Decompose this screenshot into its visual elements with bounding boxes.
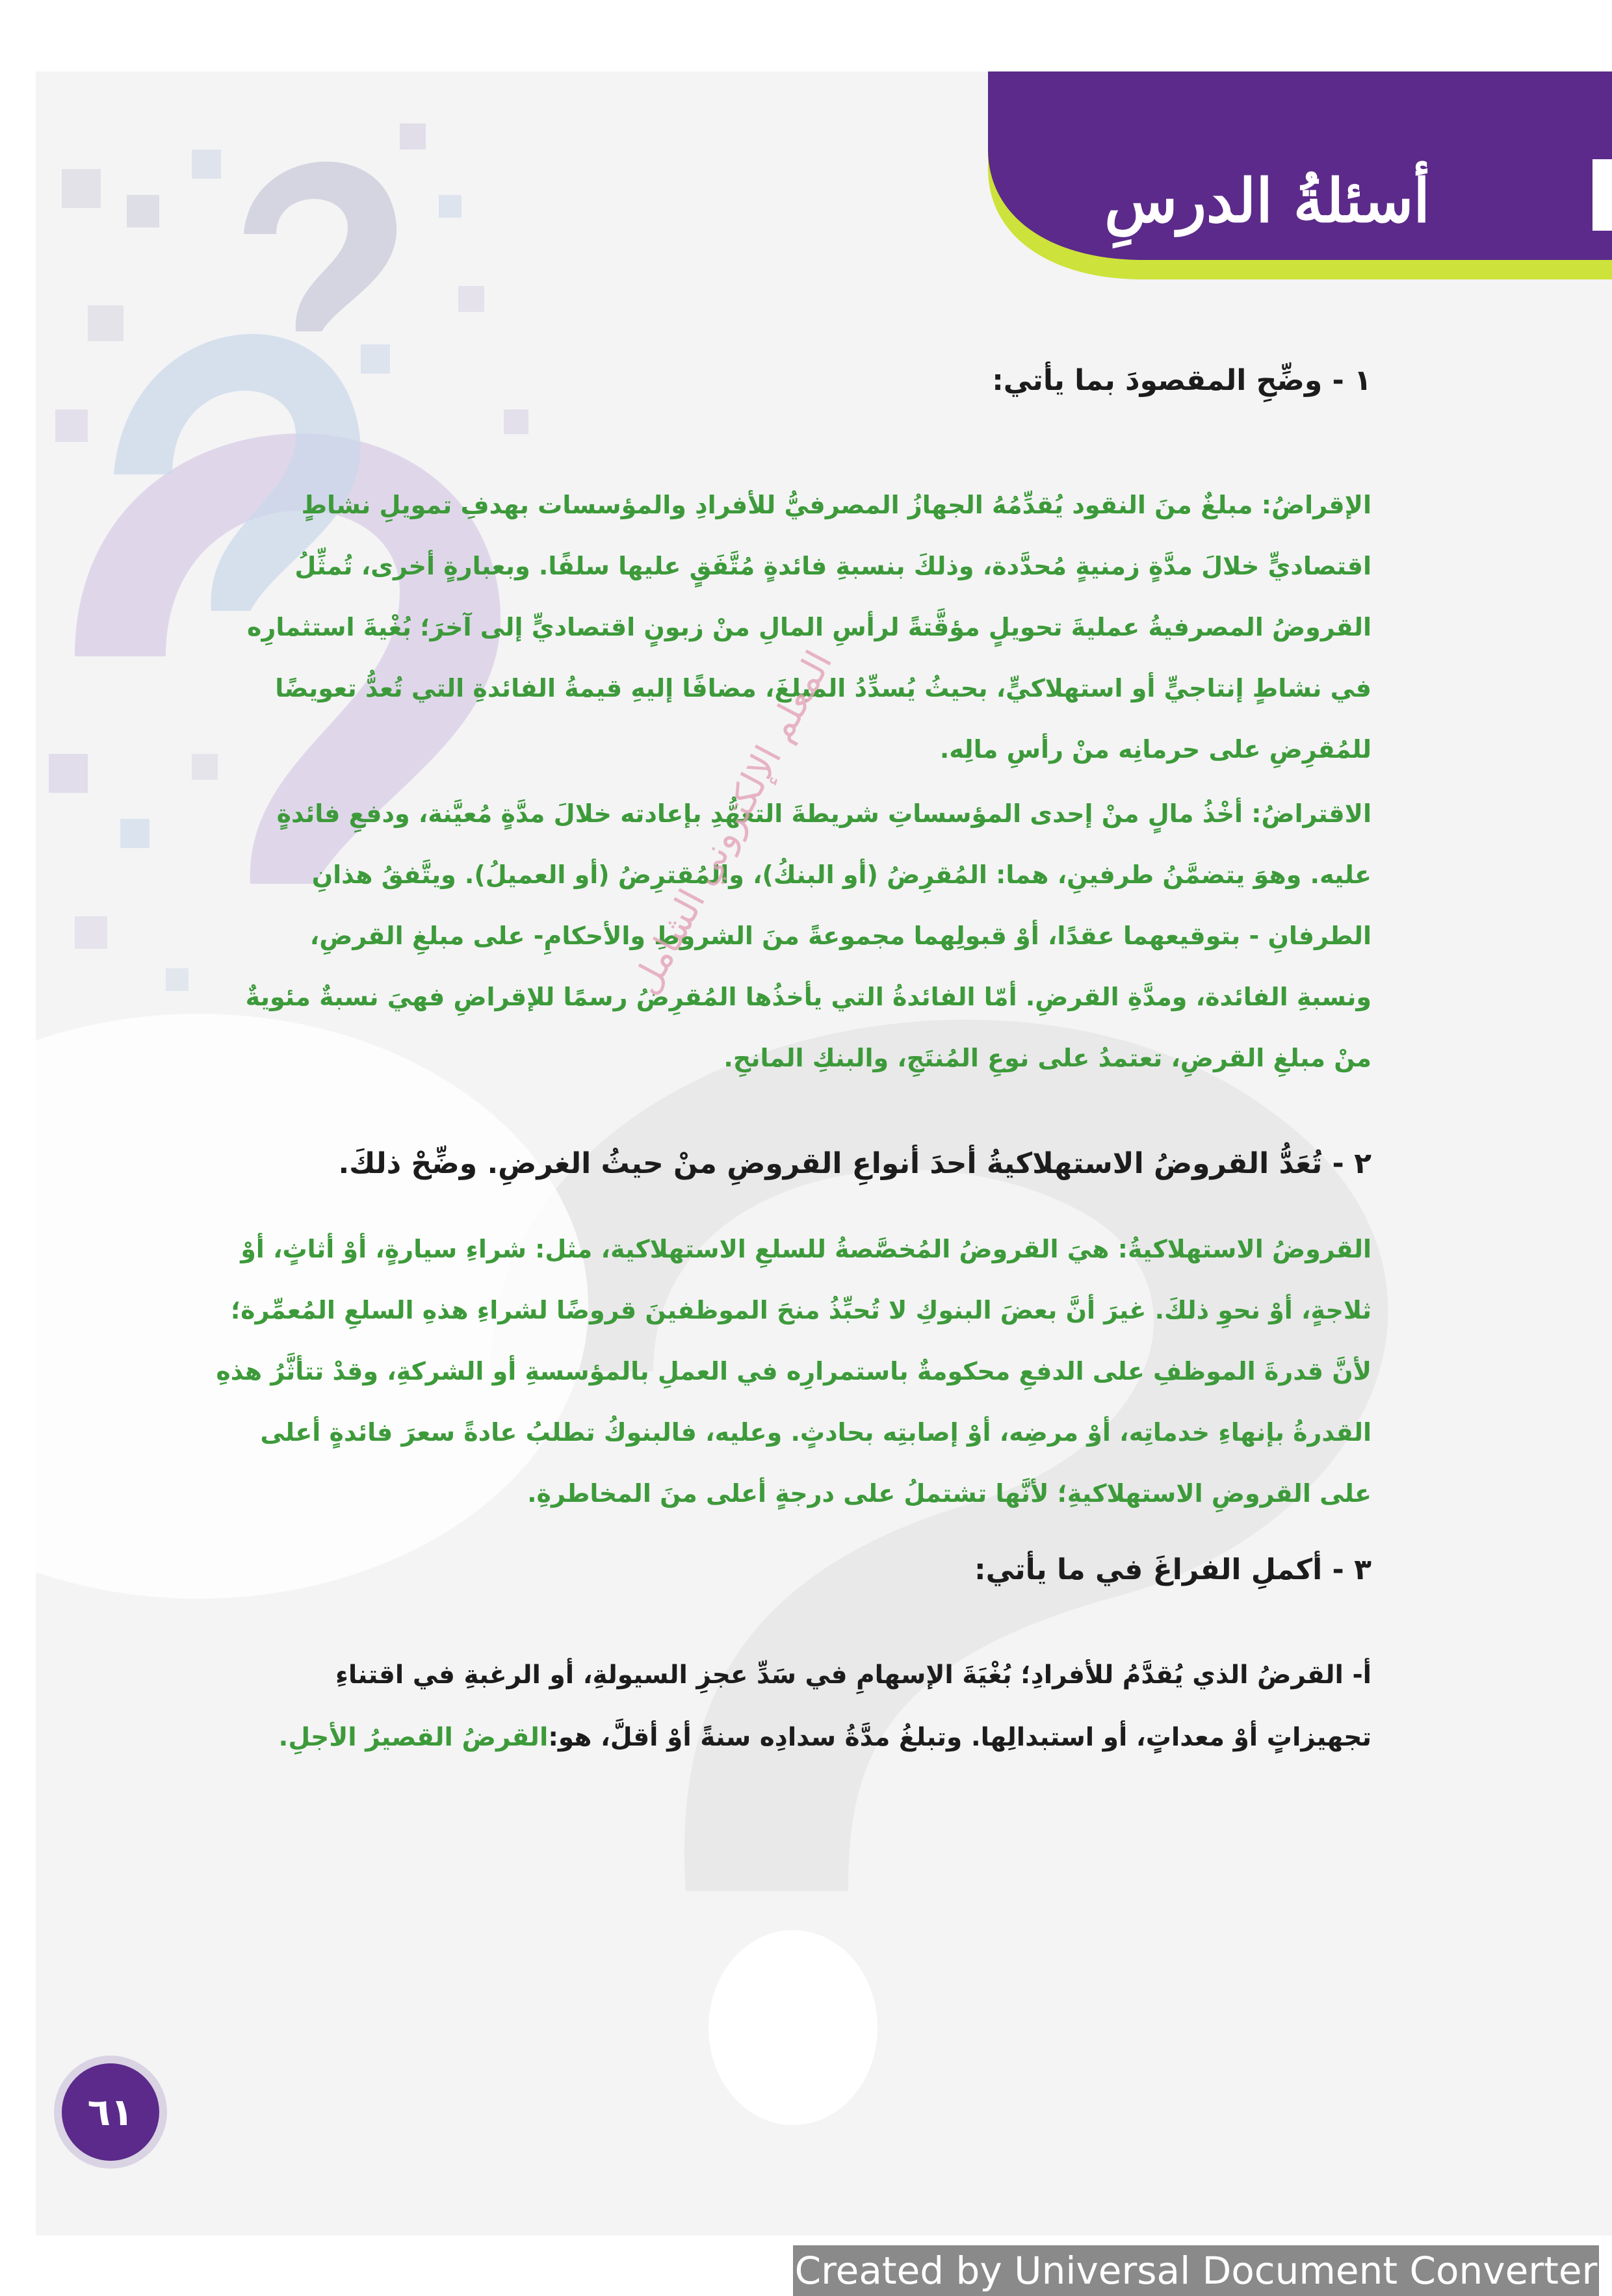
answer-1-borrowing	[182, 783, 1372, 1089]
answer-line: ثلاجةٍ، أوْ نحوِ ذلكَ. غيرَ أنَّ بعضَ البنوكِ لا تُحبِّذُ منحَ الموظفينَ قروضًا لشراءِ هذهِ السلعِ المُعمِّرة؛	[230, 1296, 1372, 1324]
answer-line: القروضُ المصرفيةُ عمليةَ تحويلٍ مؤقَّتةً لرأسِ المالِ منْ زبونٍ اقتصاديٍّ إلى آخرَ؛ بُغْيةَ استثمارِه	[247, 613, 1372, 641]
answer-line: اقتصاديٍّ خلالَ مدَّةٍ زمنيةٍ مُحدَّدة، وذلكَ بنسبةِ فائدةٍ مُتَّفَقٍ عليها سلفًا. وبعبارةٍ أخرى، تُمثِّلُ	[294, 552, 1372, 580]
question-3-heading: ٣ - أكملِ الفراغَ في ما يأتي:	[974, 1553, 1372, 1586]
question-3a-prefix: تجهيزاتٍ أوْ معداتٍ، أو استبدالِها. وتبلغُ مدَّةُ سدادِه سنةً أوْ أقلَّ، هو:	[548, 1723, 1372, 1752]
answer-2	[182, 1219, 1372, 1524]
answer-line: في نشاطٍ إنتاجيٍّ أو استهلاكيٍّ، بحيثُ يُسدِّدُ المبلغَ، مضافًا إليهِ قيمةُ الفائدةِ التي تُعدُّ تعويضًا	[275, 674, 1372, 703]
answer-line: عليه. وهوَ يتضمَّنُ طرفينِ، هما: المُقرِضُ (أو البنكُ)، والمُقترِضُ (أو العميلُ). ويتَّفقُ هذانِ	[311, 860, 1372, 889]
question-dot-icon	[708, 1930, 878, 2125]
answer-line: القروضُ الاستهلاكيةُ: هيَ القروضُ المُخصَّصةُ للسلعِ الاستهلاكية، مثل: شراءِ سيارةٍ، أوْ أثاثٍ، أوْ	[240, 1235, 1372, 1263]
converter-footer: Created by Universal Document Converter	[793, 2245, 1599, 2296]
answer-line: الطرفانِ - بتوقيعهما عقدًا، أوْ قبولِهما مجموعةً منَ الشروطِ والأحكامِ- على مبلغِ القرضِ،	[309, 922, 1372, 950]
answer-line: القدرةُ بإنهاءِ خدماتِه، أوْ مرضِه، أوْ إصابتِه بحادثٍ. وعليه، فالبنوكُ تطلبُ عادةً سعرَ فائدةٍ أعلى	[260, 1418, 1372, 1447]
question-1-heading: ١ - وضِّحِ المقصودَ بما يأتي:	[992, 364, 1372, 397]
watermark-text: المعلم الإلكتروني الشامل	[624, 643, 841, 1001]
page-title: أسئلةُ الدرسِ	[1104, 166, 1430, 236]
answer-line: للمُقرِضِ على حرمانِه منْ رأسِ مالِه.	[939, 735, 1372, 764]
answer-line: لأنَّ قدرةَ الموظفِ على الدفعِ محكومةٌ باستمرارِه في العملِ بالمؤسسةِ أو الشركةِ، وقدْ تتأثَّرُ هذهِ	[216, 1357, 1372, 1386]
question-3a-answer: القرضُ القصيرُ الأجلِ.	[278, 1723, 549, 1752]
question-3a-line2	[182, 1707, 1372, 1769]
answer-line: ونسبةِ الفائدة، ومدَّةِ القرضِ. أمّا الفائدةُ التي يأخذُها المُقرِضُ رسمًا للإقراضِ فهيَ نسبةٌ مئويةٌ	[245, 983, 1372, 1011]
answer-line: منْ مبلغِ القرضِ، تعتمدُ على نوعِ المُنتَجِ، والبنكِ المانحِ.	[723, 1044, 1372, 1072]
answer-line: على القروضِ الاستهلاكيةِ؛ لأنَّها تشتملُ على درجةٍ أعلى منَ المخاطرةِ.	[527, 1479, 1372, 1508]
question-2-heading: ٢ - تُعَدُّ القروضُ الاستهلاكيةُ أحدَ أنواعِ القروضِ منْ حيثُ الغرضِ. وضِّحْ ذلكَ.	[338, 1147, 1372, 1180]
question-3a-line1: أ- القرضُ الذي يُقدَّمُ للأفرادِ؛ بُغْيَةَ الإسهامِ في سَدِّ عجزِ السيولةِ، أو الرغبةِ في اقتناءِ	[335, 1660, 1372, 1690]
answer-line: الإقراضُ: مبلغٌ منَ النقود يُقدِّمُهُ الجهازُ المصرفيُّ للأفرادِ والمؤسسات بهدفِ تمويلِ نشاطٍ	[301, 491, 1372, 519]
page-number: ٦١	[62, 2063, 159, 2161]
answer-line: الاقتراضُ: أخْذُ مالٍ منْ إحدى المؤسساتِ شريطةَ التعهُّدِ بإعادته خلالَ مدَّةٍ مُعيَّنة، ودفعِ فائدةٍ	[276, 799, 1372, 828]
question-3a	[182, 1644, 1372, 1769]
